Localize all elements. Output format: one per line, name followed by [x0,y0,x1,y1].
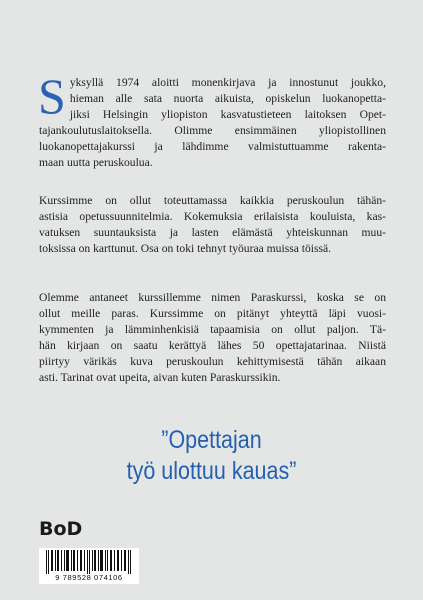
paragraph-intro [38,68,386,172]
text-line: piirtyy värikäs kuva peruskoulun kehittymisestä tähän aikaan [39,355,386,369]
paragraph-curriculum [39,193,386,257]
text-line: kymmenten ja lämminhenkisiä tapaamisia on ollut paljon. Tä- [39,323,386,337]
text-line: luokanopettajakurssi ja lähdimme valmistuttuamme rakenta- [39,140,386,154]
dropcap-letter: S [38,68,66,124]
isbn-barcode [39,548,139,584]
text-line: hieman alle sata nuorta aikuista, opiskelun luokanopetta- [69,92,386,106]
publisher-logo: BoD [39,518,83,540]
paragraph-paraskurssi [39,290,386,387]
text-line: maan uutta peruskoulua. [39,156,153,170]
text-line: asti. Tarinat ovat upeita, aivan kuten Paraskurssikin. [39,371,281,385]
barcode-bars [42,550,136,574]
text-line: Kurssimme on ollut toteuttamassa kaikkia peruskoulun tähän- [39,194,386,207]
text-line: tajankoulutuslaitoksella. Olimme ensimmäinen yliopistollinen [39,124,386,138]
text-line: vatuksen suuntauksista ja lasten elämästä yhteiskunnan muu- [39,226,386,240]
text-line: toksissa on karttunut. Osa on toki tehnyt työuraa muissa töissä. [39,242,332,256]
quote-line-2: työ ulottuu kauas” [126,457,297,485]
text-line: hän kirjaan on saatu kerättyä lähes 50 opettajatarinaa. Niistä [39,339,386,353]
text-line: astisia opetussuunnitelmia. Kokemuksia erilaisista kouluista, kas- [39,210,386,224]
text-line: yksyllä 1974 aloitti monenkirjava ja innostunut joukko, [69,76,386,89]
pull-quote [30,425,394,487]
quote-line-1: ”Opettajan [161,426,262,454]
text-line: jiksi Helsingin yliopiston kasvatustieteen laitoksen Opet- [69,108,386,122]
text-line: Olemme antaneet kurssillemme nimen Paraskurssi, koska se on [39,291,386,304]
isbn-digits: 9 789528 074106 [55,573,123,582]
text-line: ollut meille paras. Kurssimme on pitänyt yhteyttä läpi vuosi- [39,307,386,321]
